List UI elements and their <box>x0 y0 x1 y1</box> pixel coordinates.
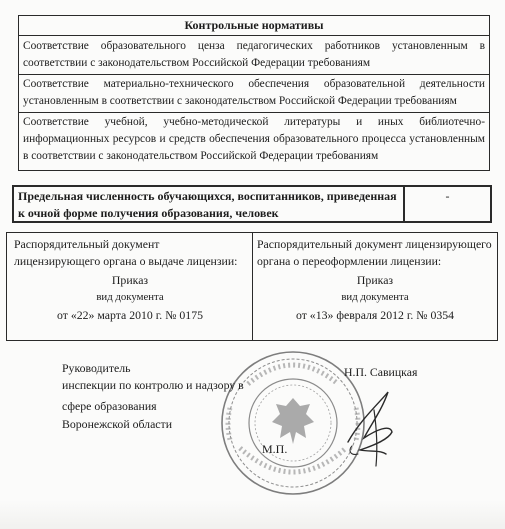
table-border <box>18 170 490 171</box>
scan-bottom-edge <box>0 500 505 529</box>
norm-row: Соответствие образовательного ценза педагогических работников установленным в соответствии с законодательством Российской Федерации требованиям <box>23 40 485 69</box>
signer-name: Н.П. Савицкая <box>344 365 418 379</box>
table-border <box>497 232 498 340</box>
signer-title-line: инспекции по контролю и надзору в <box>62 378 244 392</box>
issue-doc-type-caption: вид документа <box>96 291 164 303</box>
table-border <box>18 15 490 16</box>
seal-mark: М.П. <box>262 442 288 456</box>
table-divider <box>18 112 490 113</box>
table-border <box>12 185 14 223</box>
enrollment-label: Предельная численность обучающихся, воспитанников, приведенная к очной форме получения образования, человек <box>18 189 397 220</box>
norm-row: Соответствие учебной, учебно-методической литературы и иных библиотечно-информационных ресурсов и средств обеспечения образовательного процесса установленным в соответствии с законодательством Российской Федерации требованиям <box>23 116 485 162</box>
reissue-doc-type: Приказ <box>356 273 394 287</box>
reissue-doc-line1: Распорядительный документ лицензирующего <box>257 237 492 251</box>
table-divider <box>18 74 490 75</box>
issue-doc-type: Приказ <box>111 273 149 287</box>
issue-doc-date-number: от «22» марта 2010 г. № 0175 <box>57 308 203 322</box>
signer-title-line: Руководитель <box>62 361 131 375</box>
reissue-doc-date-number: от «13» февраля 2012 г. № 0354 <box>295 308 455 322</box>
table-border <box>18 15 19 171</box>
table-border <box>6 340 498 341</box>
reissue-doc-type-caption: вид документа <box>341 291 409 303</box>
table-border <box>6 232 7 340</box>
control-norms-header: Контрольные нормативы <box>184 18 324 32</box>
issue-doc-line1: Распорядительный документ <box>14 237 160 251</box>
handwritten-signature <box>330 380 410 470</box>
norm-row: Соответствие материально-технического обеспечения образовательной деятельности установленным в соответствии с законодательством Российской Федерации требованиям <box>23 78 485 107</box>
table-divider <box>18 35 490 36</box>
reissue-doc-line2: органа о переоформлении лицензии: <box>257 254 442 268</box>
table-border <box>490 185 492 223</box>
signer-title-line: Воронежской области <box>62 417 173 431</box>
issue-doc-line2: лицензирующего органа о выдаче лицензии: <box>14 254 238 268</box>
table-border <box>489 15 490 171</box>
signer-title-line: сфере образования <box>62 399 157 413</box>
table-border <box>12 185 492 187</box>
enrollment-value: - <box>445 189 450 203</box>
